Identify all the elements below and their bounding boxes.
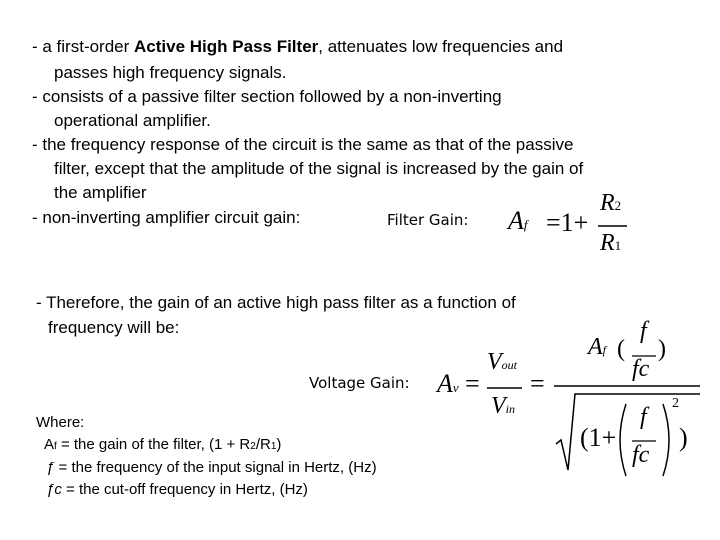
bullet-1-bold: Active High Pass Filter [134,37,319,56]
close-paren: ) [658,336,666,362]
bullet-1-line-2: passes high frequency signals. [54,63,287,82]
bullet-3-line-3: the amplifier [54,183,147,202]
exponent-2: 2 [672,396,679,411]
fc-denominator-2: fc [632,442,650,468]
open-paren: ( [617,336,625,362]
fc-denominator: fc [632,356,650,382]
where-fc: ƒc = the cut-off frequency in Hertz, (Hz) [46,481,308,498]
bullet-2-line-2: operational amplifier. [54,111,211,130]
equals-one-plus: =1+ [546,208,589,237]
big-paren-left [620,404,626,476]
r2-numerator: R2 [600,190,622,216]
where-af: Af = the gain of the filter, (1 + R2/R1) [44,436,282,453]
filter-gain-label: Filter Gain: [387,211,469,229]
bullet-3-line-1: - the frequency response of the circuit is the same as that of the passive [32,135,574,154]
vout-numerator: Vout [487,349,518,375]
af-symbol: Af [508,206,528,235]
therefore-line-1: - Therefore, the gain of an active high pass filter as a function of [36,293,516,312]
f-numerator-2: f [640,404,647,430]
where-heading: Where: [36,414,85,431]
close-paren-2: ) [679,423,688,452]
therefore-line-2: frequency will be: [48,318,180,337]
av-symbol: Av [437,369,459,398]
one-plus-paren: (1+ [580,423,617,452]
sqrt-sign [556,394,700,470]
where-f: ƒ = the frequency of the input signal in Hertz, (Hz) [46,459,377,476]
big-paren-right [663,404,669,476]
bullet-2-line-1: - consists of a passive filter section followed by a non-inverting [32,87,502,106]
bullet-1-prefix: - a first-order [32,37,135,56]
r1-denominator: R1 [600,230,622,256]
bullet-3-line-2: filter, except that the amplitude of the signal is increased by the gain of [54,159,584,178]
bullet-1-suffix: , attenuates low frequencies and [318,37,564,56]
bullet-4: - non-inverting amplifier circuit gain: [32,208,301,227]
vin-denominator: Vin [491,393,516,419]
equals-2: = [530,369,545,398]
af-numerator: Af [588,334,607,360]
voltage-gain-label: Voltage Gain: [309,374,410,392]
equals-1: = [465,369,480,398]
f-numerator: f [640,318,647,344]
